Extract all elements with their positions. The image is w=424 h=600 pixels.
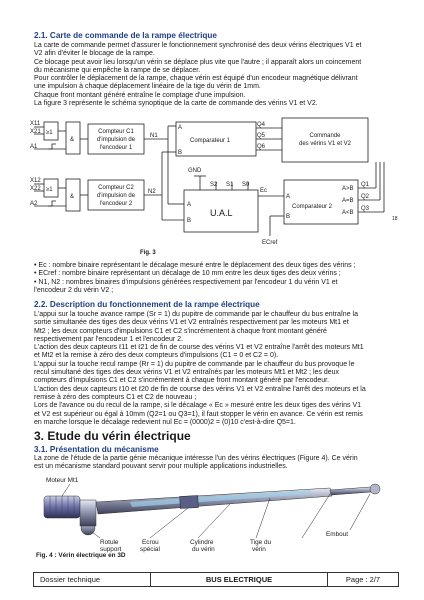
text-line: compteurs d'impulsions C1 et C2 s'incrémentent à chaque front montant généré par l'encodeur. [34, 377, 330, 385]
definition-item: • ECref : nombre binaire représentant un décalage de 10 mm entre les deux tiges des deux vérins ; [34, 270, 341, 278]
text-line: respectivement par l'encodeur 1 et l'encodeur 2. [34, 335, 183, 343]
input-x22-label: X22 [30, 186, 41, 192]
comp1-pin-b: B [178, 150, 183, 156]
definition-item: • Ec : nombre binaire représentant le décalage mesuré entre le déplacement des deux tiges des vérins ; [34, 262, 356, 269]
text-line: Chaque front montant généré entraîne le comptage d'une impulsion. [34, 91, 246, 99]
n1-label: N1 [150, 133, 158, 139]
text-line: du mécanisme qui empêche la rampe de se déplacer. [34, 66, 201, 74]
footer-page-number: Page : 2/7 [345, 575, 381, 584]
section-2-1-text [34, 42, 400, 108]
counter-1-line: d'impulsion de [96, 137, 136, 143]
text-line: La zone de l'étude de la partie génie mécanique intéresse l'un des vérins électriques (Figure 4). Ce vérin [34, 455, 358, 462]
label-rotule: support [100, 546, 122, 553]
text-line: L'appui sur la touche avance rampe (Sr = 1) du pupitre de commande par le chauffeur du bus entraîne la [34, 311, 358, 318]
label-tige: Tige du [250, 539, 272, 546]
comparator-1-label: Comparateur 1 [190, 138, 231, 144]
figure-3-block-diagram [30, 112, 410, 256]
and-gate-bottom-label: & [70, 194, 75, 200]
text-line: sortie simultanée des tiges des deux vérins V1 et V2 entraînés respectivement par les moteurs Mt1 et [34, 319, 349, 327]
input-a2-label: A2 [30, 201, 38, 207]
text-line: est un mécanisme standard pouvant servir pour multiple applications industrielles. [34, 463, 288, 471]
comp2-pin-b: B [286, 214, 291, 220]
n2-label: N2 [148, 189, 156, 195]
text-line: Ce blocage peut avoir lieu lorsqu'un vérin se déplace plus vite que l'autre ; il apparaît alors un coincement [34, 58, 362, 66]
input-x12-label: X12 [30, 178, 41, 184]
section-2-1-title: 2.1. Carte de commande de la rampe électrique [34, 31, 217, 40]
section-3-1-text [34, 455, 400, 472]
label-embout: Embout [326, 531, 349, 538]
altb-label: A<B [342, 210, 354, 216]
s0-label: S0 [242, 182, 250, 188]
s2-label: S2 [210, 182, 218, 188]
text-line: et Mt2 et la remise à zéro des deux compteurs d'impulsions (C1 = 0 et C2 = 0). [34, 352, 279, 360]
label-cylindre: du vérin [192, 546, 215, 553]
q6-label: Q6 [257, 144, 266, 150]
page-footer [33, 572, 399, 587]
text-line: recul simultané des tiges des deux vérins V1 et V2 entraînés par les moteurs Mt1 et Mt2 ; les deux [34, 369, 340, 377]
ual-label: U.A.L [210, 208, 233, 218]
label-ecrou: Ecrou [142, 539, 159, 546]
figure-3-caption: Fig. 3 [140, 250, 156, 256]
q1-label: Q1 [361, 182, 370, 188]
footer-center: BUS ELECTRIQUE [151, 573, 328, 586]
command-label: des vérins V1 et V2 [298, 141, 352, 147]
label-moteur: Moteur Mt1 [46, 477, 79, 484]
text-line: Mt2 ; les deux compteurs d'impulsions C1 et C2 s'incrémentent à chaque front montant généré [34, 327, 327, 335]
text-line: et V2 est supérieur ou égal à 10mm (Q2=1 ou Q3=1), il faut stopper le vérin en avance. Ce vérin est remis [34, 410, 363, 418]
agtb-label: A>B [342, 186, 354, 192]
text-line: en marche lorsque le décalage redevient nul Ec = (0000)2 = (0)10 c'est-à-dire Q5=1. [34, 418, 296, 426]
page-mark: 18 [392, 216, 398, 222]
label-tige: vérin [252, 546, 266, 553]
label-ecrou: spécial [140, 546, 160, 553]
input-x11-label: X11 [30, 121, 41, 127]
command-label: Commande [309, 133, 341, 139]
s1-label: S1 [226, 182, 234, 188]
text-line: La figure 3 représente le schéma synoptique de la carte de commande des vérins V1 et V2. [34, 100, 318, 108]
text-line: L'appui sur la touche recul rampe (Rr = 1) du pupitre de commande par le chauffeur du bus provoque le [34, 360, 355, 368]
comp1-pin-a: A [178, 125, 183, 131]
section-3-title: 3. Etude du vérin électrique [34, 429, 191, 443]
q3-label: Q3 [361, 206, 370, 212]
text-line: une impulsion à chaque déplacement linéaire de la tige du vérin de 1mm. [34, 83, 261, 91]
footer-left: Dossier technique [34, 573, 151, 586]
counter-2-line: Compteur C2 [98, 185, 134, 191]
input-a1-label: A1 [30, 144, 38, 150]
section-2-2-title: 2.2. Description du fonctionnement de la rampe électrique [34, 300, 260, 309]
definitions-list [34, 262, 400, 295]
counter-1-line: l'encodeur 1 [99, 145, 133, 151]
text-line: La carte de commande permet d'assurer le fonctionnement synchronisé des deux vérins électriques V1 et [34, 42, 362, 49]
text-line: L'action des deux capteurs ℓ10 et ℓ20 de fin de course des vérins V1 et V2 entraîne l'arrêt des moteurs et la [34, 385, 366, 393]
q5-label: Q5 [257, 133, 266, 139]
text-line: L'action des deux capteurs ℓ11 et ℓ21 de fin de course des vérins V1 et V2 entraîne l'arrêt des moteurs Mt1 [34, 344, 364, 352]
figure-4-caption: Fig. 4 : Vérin électrique en 3D [36, 552, 126, 559]
ec-label: Ec [260, 188, 268, 194]
q4-label: Q4 [257, 122, 266, 128]
q2-label: Q2 [361, 194, 370, 200]
input-x21-label: X21 [30, 129, 41, 135]
label-cylindre: Cylindre [190, 539, 214, 546]
ual-pin-a: A [187, 202, 192, 208]
section-3-1-title: 3.1. Présentation du mécanisme [34, 445, 159, 454]
aeqb-label: A=B [342, 198, 354, 204]
and-gate-top-label: & [70, 137, 75, 143]
or-gate-top-label: ≥1 [46, 130, 53, 136]
ecref-label: ECref [262, 240, 278, 246]
ual-pin-b: B [187, 218, 192, 224]
label-rotule: Rotule [100, 539, 119, 546]
comp2-pin-a: A [286, 194, 291, 200]
text-line: remise à zéro des compteurs C1 et C2 de nouveau ; [34, 393, 197, 401]
text-line: Lors de l'avance ou du recul de la rampe, si le décalage « Ec » mesuré entre les deux tiges des vérins V1 [34, 402, 362, 410]
counter-2-line: d'impulsion de [96, 193, 136, 199]
text-line: V2 afin d'éviter le blocage de la rampe. [34, 50, 155, 58]
definition-item: • N1, N2 : nombres binaires d'impulsions générées respectivement par l'encodeur 1 du vérin V1 et [34, 278, 338, 286]
counter-1-line: Compteur C1 [98, 129, 134, 135]
counter-2-line: l'encodeur 2 [99, 201, 133, 207]
gnd-label: GND [188, 168, 202, 174]
comparator-2-label: Comparateur 2 [292, 204, 333, 210]
or-gate-bottom-label: ≥1 [46, 187, 53, 193]
text-line: Pour contrôler le déplacement de la rampe, chaque vérin est équipé d'un encodeur magnétique délivrant [34, 75, 358, 83]
figure-4-actuator-3d [30, 474, 400, 560]
section-2-2-text [34, 311, 400, 427]
definition-item: l'encodeur 2 du vérin V2 ; [34, 286, 114, 294]
